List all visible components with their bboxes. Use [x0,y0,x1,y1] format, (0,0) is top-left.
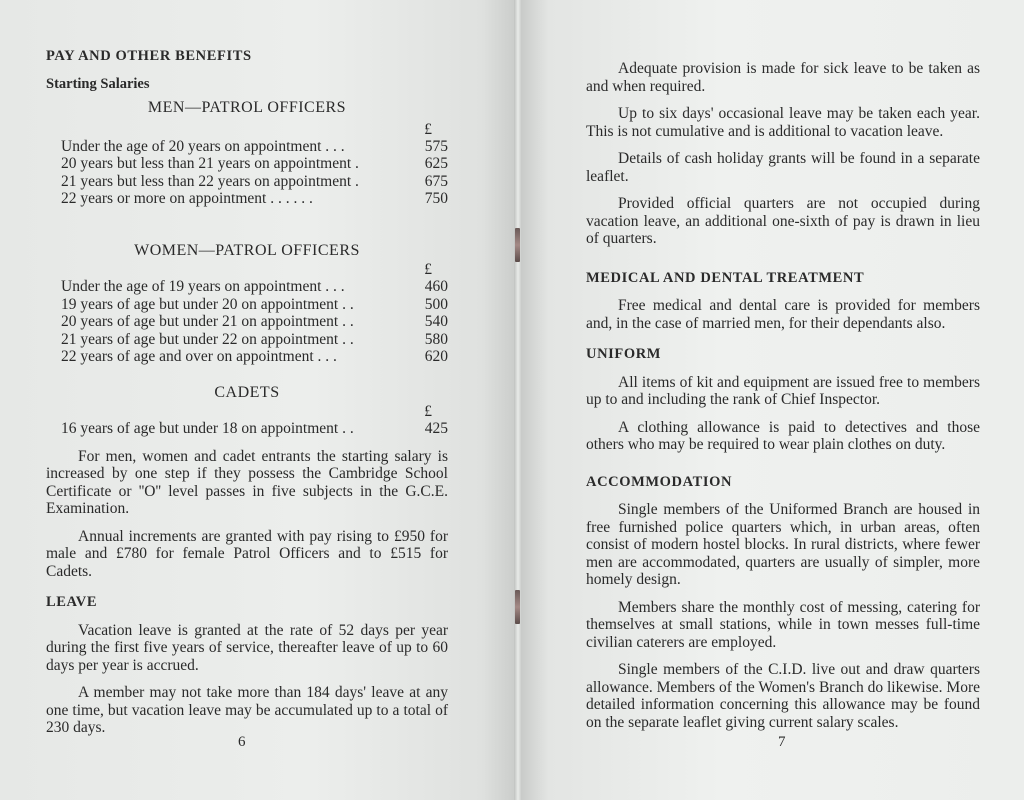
men-caption: MEN—PATROL OFFICERS [147,99,347,116]
salary-row: 22 years or more on appointment . . . . . . 750 [61,190,448,207]
left-page-content [46,48,448,737]
salary-row: Under the age of 20 years on appointment . . . 575 [61,137,448,155]
salary-row: 22 years of age and over on appointment . . . 620 [61,348,448,365]
salary-row: 21 years of age but under 22 on appointment . . 580 [61,330,448,348]
medical-paragraph: Free medical and dental care is provided for members and, in the case of married men, for their dependants also. [586,297,980,332]
salary-row: 16 years of age but under 18 on appointment . . 425 [61,420,448,437]
single-members-paragraph: Single members of the Uniformed Branch are housed in free furnished police quarters which, in urban areas, often consist of modern hostel blocks. In rural districts, where fewer men are accommodated, quarters are usually of simpler, more homely design. [586,501,980,588]
book-gutter [514,0,522,800]
leave-heading: LEAVE [46,594,98,610]
starting-salaries-subheading: Starting Salaries [46,75,150,92]
page-number-right: 7 [778,734,786,750]
men-currency: £ [424,120,432,138]
max-leave-paragraph: A member may not take more than 184 days' leave at any one time, but vacation leave may be accumulated up to a total of 230 days. [46,684,448,736]
salary-row: 19 years of age but under 20 on appointment . . 500 [61,295,448,313]
staple-bottom [515,590,520,624]
cadets-caption: CADETS [214,383,280,401]
step-paragraph: For men, women and cadet entrants the starting salary is increased by one step if they possess the Cambridge School Certificate or ''O'' level passes in five subjects in the G.C.E. Examination. [46,447,448,517]
cadets-currency: £ [424,403,432,420]
occasional-leave-paragraph: Up to six days' occasional leave may be taken each year. This is not cumulative and is additional to vacation leave. [586,105,980,140]
salary-row: 20 years of age but under 21 on appointment . . 540 [61,313,448,330]
vacation-paragraph: Vacation leave is granted at the rate of 52 days per year during the first five years of service, thereafter leave of up to 60 days per year is accrued. [46,621,448,674]
women-currency: £ [424,261,432,278]
uniform-heading: UNIFORM [586,346,662,362]
medical-heading: MEDICAL AND DENTAL TREATMENT [586,269,865,286]
page-number-left: 6 [238,734,246,750]
cash-grants-paragraph: Details of cash holiday grants will be found in a separate leaflet. [586,150,980,185]
cid-paragraph: Single members of the C.I.D. live out and draw quarters allowance. Members of the Women's Branch do likewise. More detailed information concerning this allowance may be found on the separate leaflet giving current salary scales. [586,661,980,731]
messing-paragraph: Members share the monthly cost of messing, catering for themselves at small stations, while in town messes full-time civilian caterers are employed. [586,598,980,651]
kit-paragraph: All items of kit and equipment are issued free to members up to and including the rank of Chief Inspector. [586,373,980,408]
clothing-paragraph: A clothing allowance is paid to detectives and those others who may be required to wear plain clothes on duty. [586,418,980,453]
accommodation-heading: ACCOMMODATION [586,473,733,490]
salary-row: 21 years but less than 22 years on appointment . 675 [61,172,448,190]
right-page-content [586,60,980,731]
sick-leave-paragraph: Adequate provision is made for sick leave to be taken as and when required. [586,60,980,95]
women-caption: WOMEN—PATROL OFFICERS [134,241,360,259]
salary-row: Under the age of 19 years on appointment . . . 460 [61,278,448,295]
staple-top [515,228,520,262]
increments-paragraph: Annual increments are granted with pay rising to £950 for male and £780 for female Patrol Officers and to £515 for Cadets. [46,527,448,580]
pay-heading: PAY AND OTHER BENEFITS [46,48,252,64]
quarters-paragraph: Provided official quarters are not occupied during vacation leave, an additional one-sixth of pay is drawn in lieu of quarters. [586,195,980,247]
salary-row: 20 years but less than 21 years on appointment . 625 [61,155,448,172]
